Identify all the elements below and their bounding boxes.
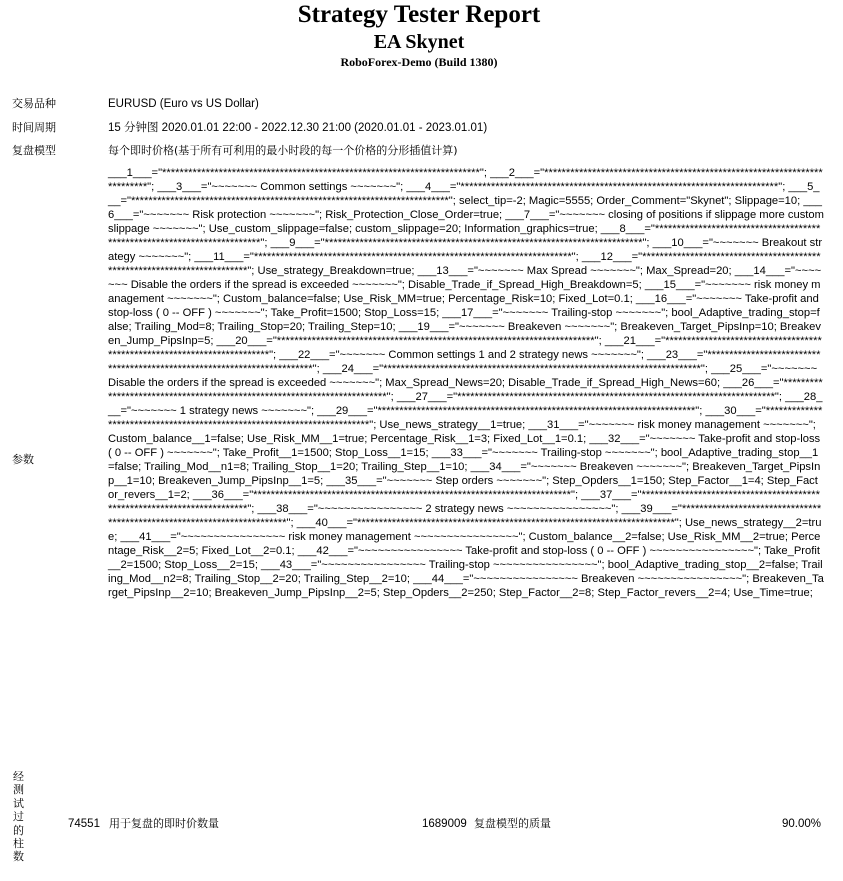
model-quality-label: 复盘模型的质量 [474,817,551,830]
period-value: 15 分钟图 2020.01.01 22:00 - 2022.12.30 21:00 (2020.01.01 - 2023.01.01) [108,122,488,134]
bars-tested-label: 经测试过的柱数 [13,770,24,864]
model-quality-value: 90.00% [782,818,822,830]
symbol-label: 交易品种 [12,97,56,110]
ea-name: EA Skynet [373,31,465,53]
bars-tested-value: 74551 [68,818,100,830]
report-title: Strategy Tester Report [297,1,541,28]
model-value: 每个即时价格(基于所有可利用的最小时段的每一个价格的分形插值计算) [108,144,458,157]
server-build: RoboForex-Demo (Build 1380) [340,55,498,69]
params-value: ___1___="*************************************************************************"; ___2___="*************************************************************************"; ___3___="~~~~~~~ Common settings ~~~~~~~"; ___4___="*************************************************************************"; ___5___="*************************************************************************"; select_tip=-2; Magic=5555; Order_Comment="Skynet"; Slippage=10; ___6___="~~~~~~~ Risk protection ~~~~~~~"; Risk_Protection_Close_Order=true; ___7___="~~~~~~~ closing of positions if slippage more custom slippage ~~~~~~~"; Use_custom_slippage=false; custom_slippage=20; Information_graphics=true; ___8___="*************************************************************************"; ___9___="*************************************************************************"; ___10___="~~~~~~~ Breakout strategy ~~~~~~~"; ___11___="*************************************************************************"; ___12___="*************************************************************************"; Use_strategy_Breakdown=true; ___13___="~~~~~~~ Max Spread ~~~~~~~"; Max_Spread=20; ___14___="~~~~~~~ Disable the orders if the spread is exceeded ~~~~~~~"; Disable_Trade_if_Spread_High_Breakdown=5; ___15___="~~~~~~~ risk money management ~~~~~~~"; Custom_balance=false; Use_Risk_MM=true; Percentage_Risk=10; Fixed_Lot=0.1; ___16___="~~~~~~~ Take-profit and stop-loss ( 0 -- OFF ) ~~~~~~~"; Take_Profit=1500; Stop_Loss=15; ___17___="~~~~~~~ Trailing-stop ~~~~~~~"; bool_Adaptive_trading_stop=false; Trailing_Mod=8; Trailing_Stop=20; Trailing_Step=10; ___19___="~~~~~~~ Breakeven ~~~~~~~"; Breakeven_Target_PipsInp=10; Breakeven_Jump_PipsInp=5; ___20___="*************************************************************************"; ___21___="*************************************************************************"; ___22___="~~~~~~~ Common settings 1 and 2 strategy news ~~~~~~~"; ___23___="*************************************************************************"; ___24___="*************************************************************************"; ___25___="~~~~~~~ Disable the orders if the spread is exceeded ~~~~~~~"; Max_Spread_News=20; Disable_Trade_if_Spread_High_News=60; ___26___="*************************************************************************"; ___27___="*************************************************************************"; ___28___="~~~~~~~ 1 strategy news ~~~~~~~"; ___29___="*************************************************************************"; ___30___="*************************************************************************"; Use_news_strategy__1=true; ___31___="~~~~~~~ risk money management ~~~~~~~"; Custom_balance__1=false; Use_Risk_MM__1=true; Percentage_Risk__1=3; Fixed_Lot__1=0.1; ___32___="~~~~~~~ Take-profit and stop-loss ( 0 -- OFF ) ~~~~~~~"; Take_Profit__1=1500; Stop_Loss__1=15; ___33___="~~~~~~~ Trailing-stop ~~~~~~~"; bool_Adaptive_trading_stop__1=false; Trailing_Mod__n1=8; Trailing_Stop__1=20; Trailing_Step__1=10; ___34___="~~~~~~~ Breakeven ~~~~~~~"; Breakeven_Target_PipsInp__1=10; Breakeven_Jump_PipsInp__1=5; ___35___="~~~~~~~ Step orders ~~~~~~~"; Step_Opders__1=150; Step_Factor__1=4; Step_Factor_revers__1=2; ___36___="*************************************************************************"; ___37___="*************************************************************************"; ___38___="~~~~~~~~~~~~~~~~ 2 strategy news ~~~~~~~~~~~~~~~~"; ___39___="*************************************************************************"; ___40___="*************************************************************************"; Use_news_strategy__2=true; ___41___="~~~~~~~~~~~~~~~~ risk money management ~~~~~~~~~~~~~~~~"; Custom_balance__2=false; Use_Risk_MM__2=true; Percentage_Risk__2=5; Fixed_Lot__2=0.1; ___42___="~~~~~~~~~~~~~~~~ Take-profit and stop-loss ( 0 -- OFF ) ~~~~~~~~~~~~~~~~"; Take_Profit__2=1500; Stop_Loss__2=15; ___43___="~~~~~~~~~~~~~~~~ Trailing-stop ~~~~~~~~~~~~~~~~"; bool_Adaptive_trading_stop__2=false; Trailing_Mod__n2=8; Trailing_Stop__2=20; Trailing_Step__2=10; ___44___="~~~~~~~~~~~~~~~~ Breakeven ~~~~~~~~~~~~~~~~"; Breakeven_Target_PipsInp__2=10; Breakeven_Jump_PipsInp__2=5; Step_Opders__2=250; Step_Factor__2=8; Step_Factor_revers__2=4; Use_Time=true; [108,167,824,599]
symbol-value: EURUSD (Euro vs US Dollar) [108,98,259,110]
ticks-label: 用于复盘的即时价数量 [109,817,219,830]
period-label: 时间周期 [12,121,56,134]
params-label: 参数 [12,453,34,466]
model-label: 复盘模型 [12,144,56,157]
ticks-value: 1689009 [422,818,467,830]
